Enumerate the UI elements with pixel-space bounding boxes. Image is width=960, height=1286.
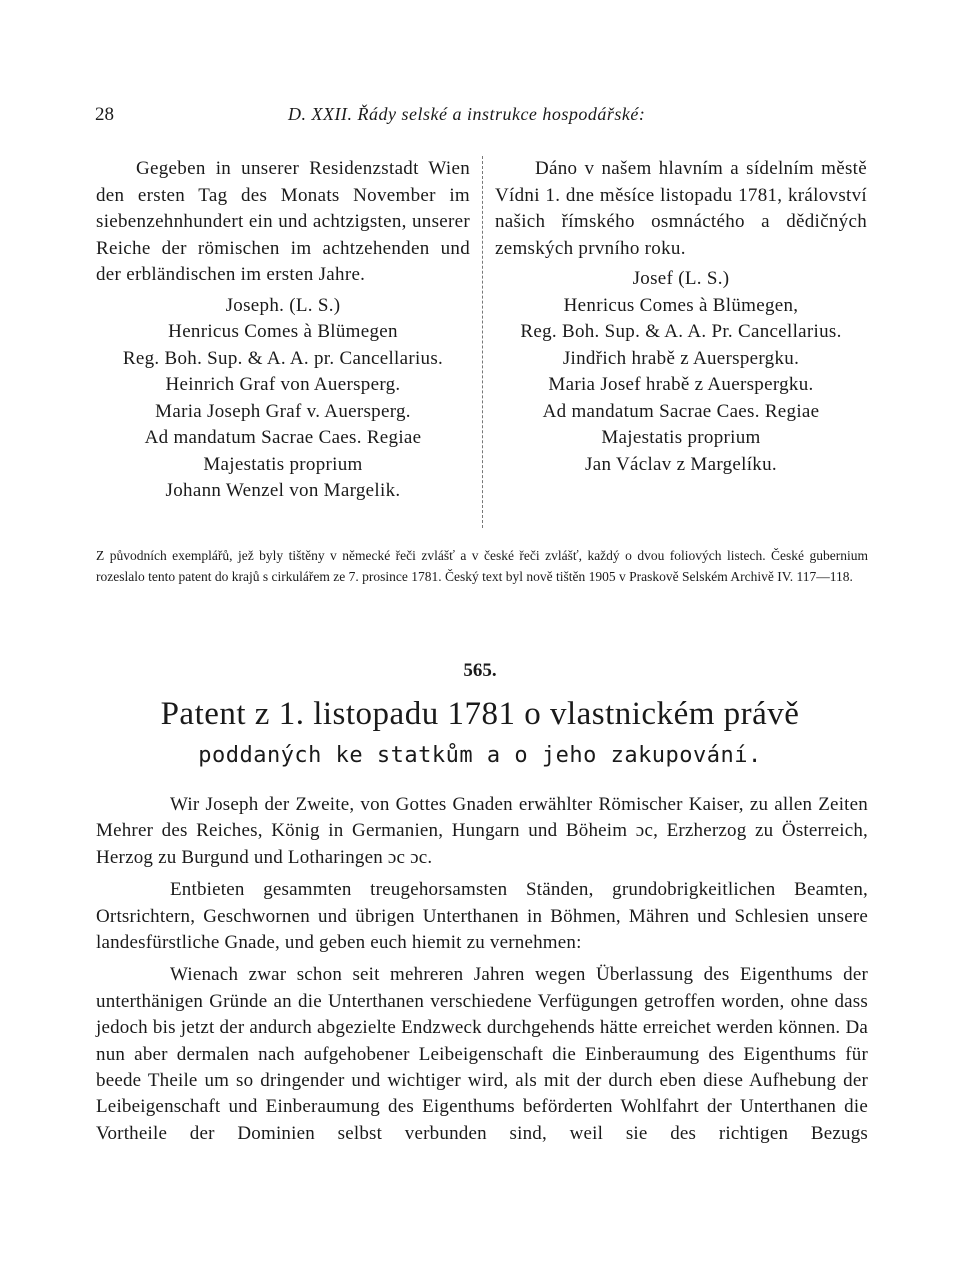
german-signature-line: Maria Joseph Graf v. Auersperg. — [155, 400, 411, 422]
german-signature-line: Joseph. (L. S.) — [225, 294, 341, 316]
document-subtitle: poddaných ke statkům a o jeho zakupování. — [198, 743, 762, 768]
german-column — [96, 156, 470, 505]
document-title: Patent z 1. listopadu 1781 o vlastnickém právě — [160, 696, 800, 732]
body-paragraph: Wir Joseph der Zweite, von Gottes Gnaden erwählter Römischer Kaiser, zu allen Zeiten Mehrer des Reiches, König in Germanien, Hungarn und Böheim ɔc, Erzherzog zu Österreich, Herzog zu Burgund und Lotharingen ɔc ɔc. — [96, 794, 868, 868]
czech-signature-line: Majestatis proprium — [601, 427, 761, 448]
czech-signature-line: Henricus Comes à Blümegen, — [563, 294, 799, 316]
czech-signature-line: Jindřich hrabě z Auerspergku. — [562, 347, 800, 369]
czech-signature-line: Reg. Boh. Sup. & A. A. Pr. Cancellarius. — [520, 321, 842, 342]
czech-dating-paragraph: Dáno v našem hlavním a sídelním městě Vídni 1. dne měsíce listopadu 1781, království našich římského osmnáctého a dědičných zemských prvního roku. — [495, 158, 867, 259]
german-dating-paragraph: Gegeben in unserer Residenzstadt Wien den ersten Tag des Monats November im siebenzehnhundert ein und achtzigsten, unserer Reiche der römischen im achtzehenden und der erbländischen im ersten Jahre. — [96, 158, 470, 285]
czech-signature-line: Maria Josef hrabě z Auerspergku. — [548, 374, 814, 395]
document-body — [96, 792, 868, 1153]
czech-signature-line: Ad mandatum Sacrae Caes. Regiae — [542, 400, 820, 422]
body-paragraph: Entbieten gesammten treugehorsamsten Ständen, grundobrigkeitlichen Beamten, Ortsrichtern, Geschwornen und übrigen Unterthanen in Böhmen, Mähren und Schlesien unsere landesfürstliche Gnade, und geben euch hiemit zu vernehmen: — [96, 879, 868, 954]
german-signature-line: Johann Wenzel von Margelik. — [165, 480, 401, 501]
german-signature-line: Majestatis proprium — [203, 453, 363, 475]
german-signature-line: Heinrich Graf von Auersperg. — [165, 374, 401, 395]
document-number: 565. — [463, 660, 497, 681]
german-signature-line: Ad mandatum Sacrae Caes. Regiae — [144, 427, 422, 448]
czech-signature-line: Jan Václav z Margelíku. — [585, 453, 777, 475]
column-divider — [482, 156, 483, 528]
german-signature-line: Reg. Boh. Sup. & A. A. pr. Cancellarius. — [122, 347, 444, 369]
body-paragraph: Wienach zwar schon seit mehreren Jahren wegen Überlassung des Eigenthums der unterthänigen Gründe an die Unterthanen verschiedene Verfügungen getroffen worden, ohne dass jedoch bis jetzt der andurch abgezielte Endzweck durchgehends hätte erreichet werden können. Da nun aber dermalen nach aufgehobener Leibeigenschaft die Einberaumung des Eigenthums für beede Theile um so dringender und wichtiger wird, als mit der durch eben diese Aufhebung der Leibeigenschaft und Einberaumung des Eigenthums beförderten Wohlfahrt der Unterthanen die Vortheile der Dominien selbst verbunden sind, weil sie des richtigen Bezugs — [96, 964, 868, 1144]
czech-signature-line: Josef (L. S.) — [632, 268, 730, 289]
source-footnote: Z původních exemplářů, jež byly tištěny v německé řeči zvlášť a v české řeči zvlášť, každý o dvou foliových listech. České gubernium rozeslalo tento patent do krajů s cirkulářem ze 7. prosince 1781. Český text byl nově tištěn 1905 v Praskově Selském Archivě IV. 117—118. — [96, 548, 868, 584]
czech-column — [495, 156, 867, 478]
page-number: 28 — [95, 104, 114, 125]
running-head: D. XXII. Řády selské a instrukce hospodářské: — [288, 104, 646, 124]
german-signature-line: Henricus Comes à Blümegen — [168, 321, 398, 342]
